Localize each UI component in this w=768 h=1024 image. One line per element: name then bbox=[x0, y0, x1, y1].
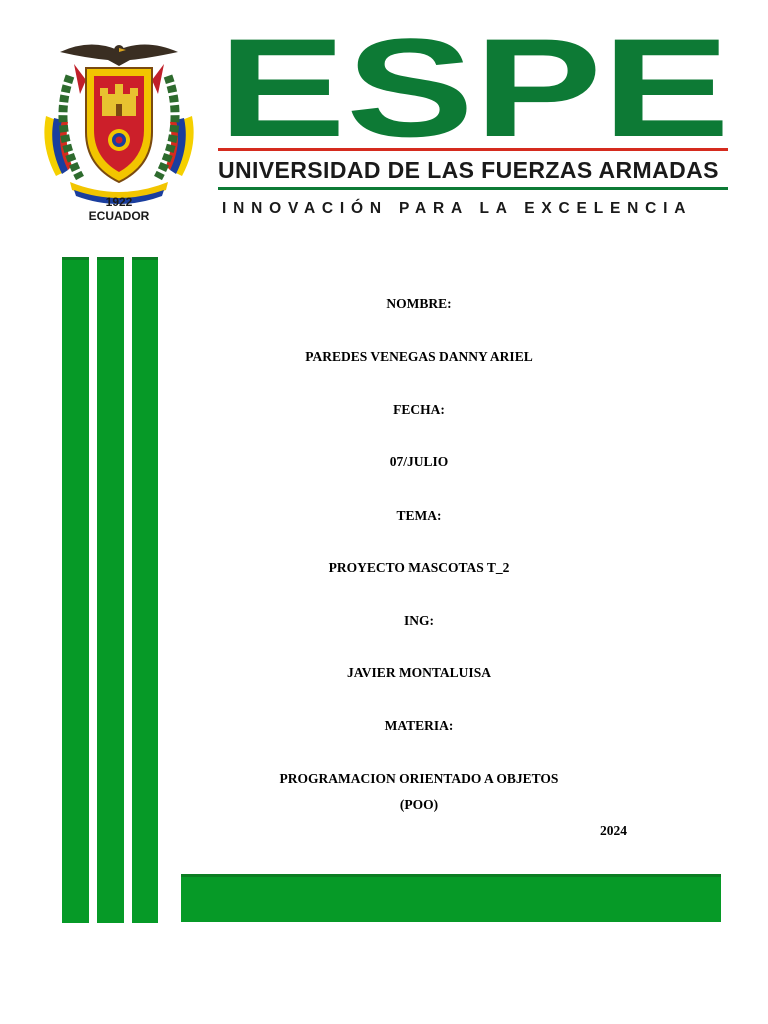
materia-value-line1: PROGRAMACION ORIENTADO A OBJETOS bbox=[279, 771, 559, 786]
fecha-value: 07/JULIO bbox=[389, 454, 449, 469]
year: 2024 bbox=[600, 823, 627, 838]
condor-icon bbox=[60, 44, 178, 66]
crest-country: ECUADOR bbox=[88, 209, 150, 222]
horizontal-bar bbox=[181, 874, 721, 922]
vertical-bar-3 bbox=[132, 257, 158, 923]
university-crest bbox=[30, 36, 208, 222]
vertical-bar-2 bbox=[97, 257, 124, 923]
tema-label: TEMA: bbox=[396, 508, 442, 523]
materia-value-line2: (POO) bbox=[399, 797, 439, 812]
ing-value: JAVIER MONTALUISA bbox=[347, 665, 491, 680]
espe-logo bbox=[214, 28, 734, 148]
ing-label: ING: bbox=[404, 613, 434, 628]
nombre-label: NOMBRE: bbox=[386, 296, 452, 311]
red-divider bbox=[218, 148, 728, 151]
espe-wordmark: ESPE bbox=[218, 28, 730, 148]
materia-label: MATERIA: bbox=[384, 718, 454, 733]
university-motto: INNOVACIÓN PARA LA EXCELENCIA bbox=[222, 200, 693, 217]
tema-value: PROYECTO MASCOTAS T_2 bbox=[328, 560, 510, 575]
green-divider bbox=[218, 187, 728, 190]
crest-year: 1922 bbox=[105, 195, 133, 209]
nombre-value: PAREDES VENEGAS DANNY ARIEL bbox=[305, 349, 533, 364]
vertical-bar-1 bbox=[62, 257, 89, 923]
university-name: UNIVERSIDAD DE LAS FUERZAS ARMADAS bbox=[218, 157, 719, 183]
castle-icon bbox=[100, 84, 138, 116]
fecha-label: FECHA: bbox=[393, 402, 445, 417]
